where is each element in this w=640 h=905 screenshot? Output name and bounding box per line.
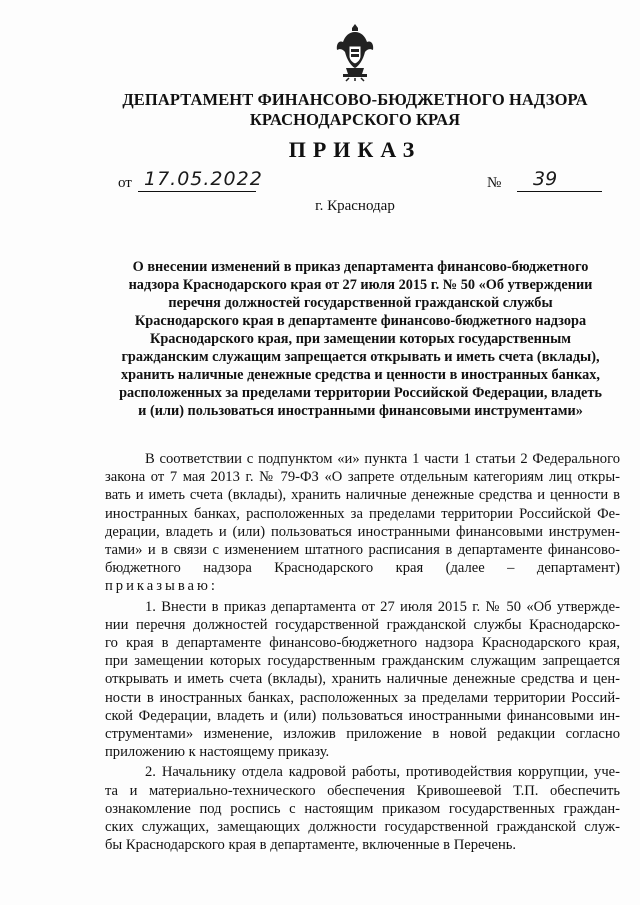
handwritten-date: 17.05.2022 (144, 168, 263, 190)
body-line: при замещении которых государственным гражданским служащим запрещается (105, 653, 620, 670)
body-line: 2. Начальнику отдела кадровой работы, противодействия коррупции, уче- (145, 764, 620, 781)
order-item-2 (105, 763, 620, 854)
date-prefix: от (118, 175, 132, 191)
order-number (487, 170, 602, 194)
preamble-paragraph (105, 450, 620, 596)
number-sign: № (487, 175, 502, 191)
subject-line: перечня должностей государственной гражданской службы (168, 295, 553, 311)
document-type-title: ПРИКАЗ (288, 137, 422, 162)
subject-line: расположенных за пределами территории Российской Федерации, владеть (119, 385, 602, 401)
body-line: бы Краснодарского края в департаменте, включенные в Перечень. (105, 837, 517, 854)
body-line: закона от 7 мая 2013 г. № 79-ФЗ «О запрете отдельным категориям лиц откры- (105, 469, 620, 486)
number-underline (517, 191, 602, 192)
body-line: 1. Внести в приказ департамента от 27 июля 2015 г. № 50 «Об утвержде- (145, 598, 620, 615)
subject-line: хранить наличные денежные средства и ценности в иностранных банках, (121, 367, 600, 383)
coat-of-arms-emblem (335, 22, 375, 82)
order-item-1 (105, 598, 620, 762)
body-line: струментами» изменение, изложив приложение в новой редакции согласно (105, 726, 620, 743)
body-line: ности в иностранных банках, расположенных за пределами территории Россий- (105, 689, 620, 706)
body-line: нии перечня должностей государственной гражданской службы Краснодарско- (105, 616, 620, 633)
order-keyword: приказываю: (105, 578, 218, 595)
subject-line: О внесении изменений в приказ департамента финансово-бюджетного (132, 259, 589, 275)
body-line: ских служащих, замещающих должности государственной гражданской служ- (105, 819, 620, 836)
subject-line: Краснодарского края, при замещении которых государственным (149, 331, 572, 347)
body-line: та и материально-технического обеспечения Кривошеевой Т.П. обеспечить (105, 782, 620, 799)
order-body (105, 450, 620, 854)
department-name (0, 90, 640, 130)
subject-line: надзора Краснодарского края от 27 июля 2015 г. № 50 «Об утверждении (128, 277, 593, 293)
body-line: бюджетного надзора Краснодарского края (далее – департамент) (105, 560, 620, 577)
department-name-line1: ДЕПАРТАМЕНТ ФИНАНСОВО-БЮДЖЕТНОГО НАДЗОРА (122, 90, 588, 109)
body-line: открывать и иметь счета (вклады), хранить наличные денежные средства и цен- (105, 671, 620, 688)
body-line: приложению к настоящему приказу. (105, 744, 330, 761)
body-line: го края в департаменте финансово-бюджетного надзора Краснодарского края, (105, 635, 620, 652)
order-subject (108, 258, 613, 420)
body-line: ской Федерации, владеть и (или) пользоваться иностранными финансовыми ин- (105, 707, 620, 724)
date-underline (138, 191, 256, 192)
subject-line: Краснодарского края в департаменте финансово-бюджетного надзора (134, 313, 587, 329)
body-line: В соответствии с подпунктом «и» пункта 1 части 1 статьи 2 Федерального (145, 451, 620, 467)
handwritten-number: 39 (533, 168, 558, 190)
body-line: иностранных банках, расположенных за пределами территории Российской Фе- (105, 505, 620, 522)
city-name: г. Краснодар (315, 198, 395, 214)
department-name-line2: КРАСНОДАРСКОГО КРАЯ (249, 110, 461, 129)
subject-line: и (или) пользоваться иностранными финансовыми инструментами» (138, 403, 583, 419)
body-line: вать и иметь счета (вклады), хранить наличные денежные средства и ценности в (105, 487, 620, 504)
subject-line: гражданским служащим запрещается открывать и иметь счета (вклады), (121, 349, 600, 365)
body-line: тами» и в связи с изменением штатного расписания в департаменте финансово- (105, 542, 620, 559)
body-line: ознакомление под роспись с настоящим приказом государственных граждан- (105, 800, 620, 817)
order-date (118, 168, 263, 194)
body-line: дерации, владеть и (или) пользоваться иностранными финансовыми инструмен- (105, 523, 620, 540)
